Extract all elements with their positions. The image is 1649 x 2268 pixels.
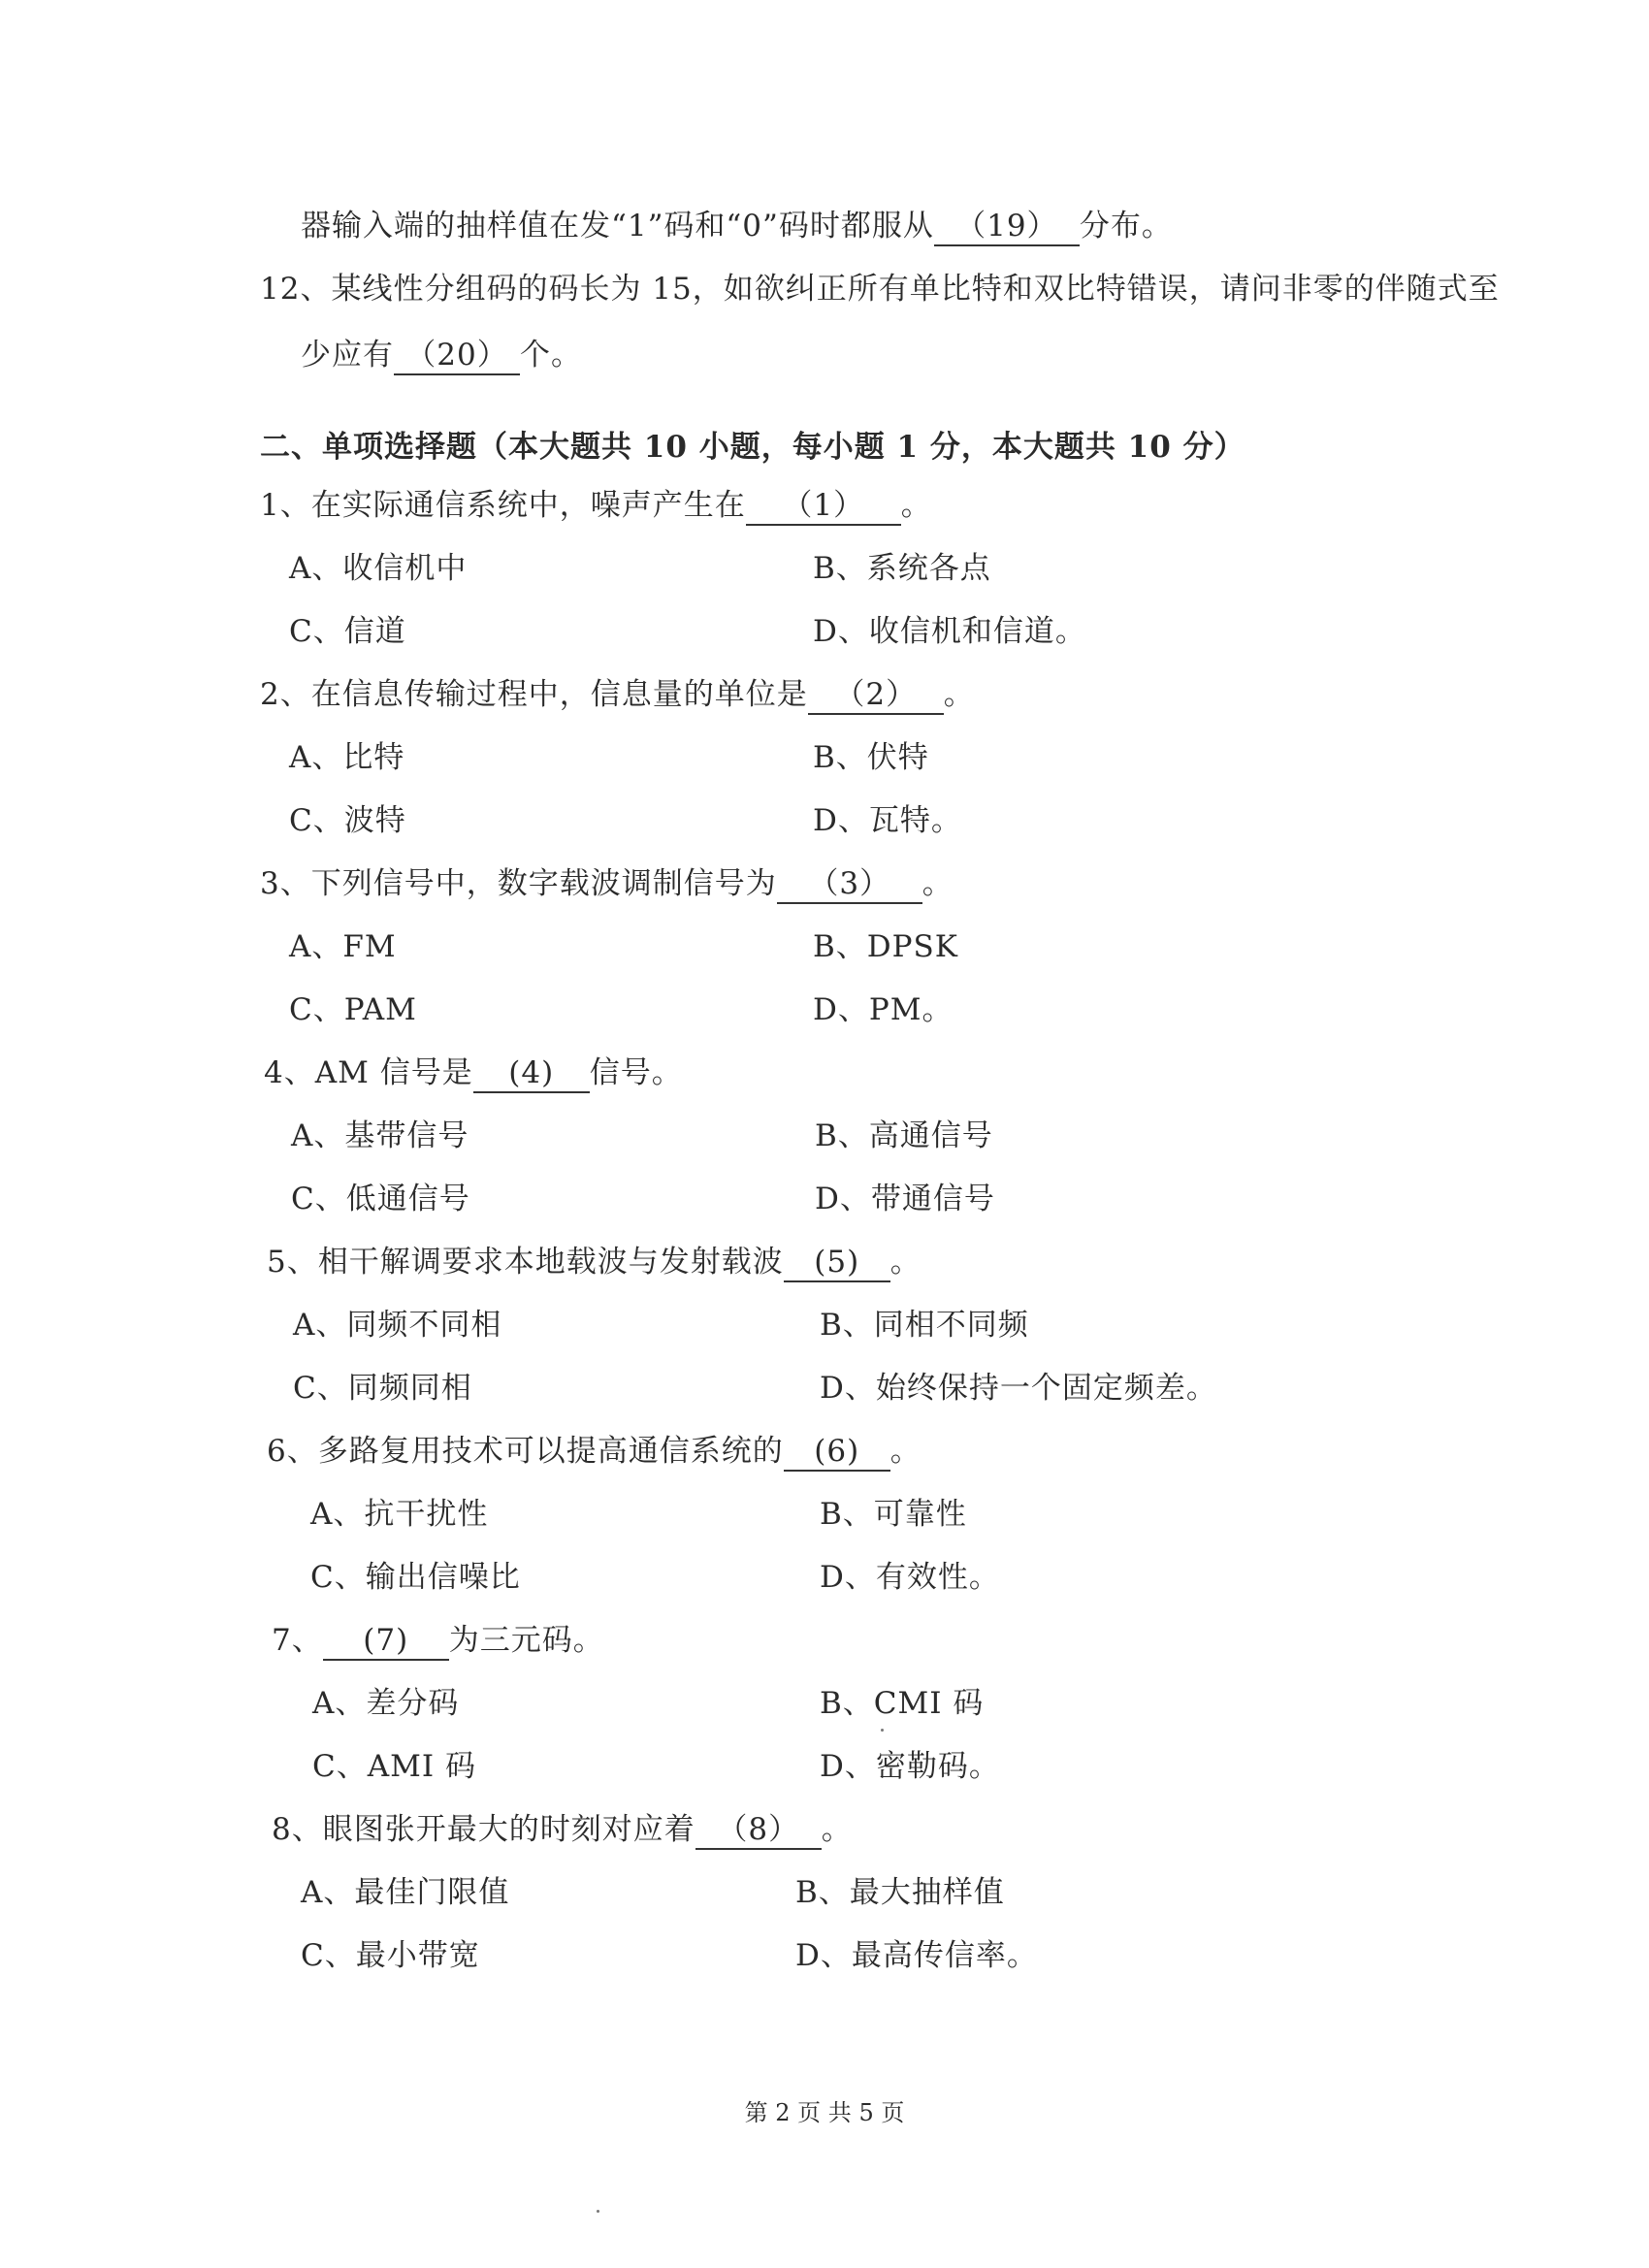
question-tail: 。: [889, 1245, 922, 1280]
section-title: 二、单项选择题（本大题共 10 小题，每小题 1 分，本大题共 10 分）: [260, 430, 1245, 465]
question-tail: 。: [889, 1434, 922, 1469]
option-d: D、带通信号: [815, 1182, 995, 1216]
q11-tail: 分布。: [1079, 209, 1173, 243]
option-d: D、瓦特。: [813, 803, 962, 838]
q12-line1: 12、某线性分组码的码长为 15，如欲纠正所有单比特和双比特错误，请问非零的伴随式至: [260, 272, 1500, 307]
question-tail: 。: [900, 488, 932, 523]
question-tail: 。: [943, 677, 975, 712]
option-a: A、差分码: [312, 1686, 460, 1721]
option-a: A、FM: [289, 929, 397, 964]
question-text: 3、下列信号中，数字载波调制信号为: [260, 866, 777, 901]
option-c: C、波特: [289, 803, 406, 838]
option-a: A、比特: [289, 740, 405, 775]
option-c: C、AMI 码: [312, 1749, 476, 1784]
option-d: D、收信机和信道。: [813, 614, 1086, 649]
question-tail: 为三元码。: [448, 1623, 604, 1658]
question-6: [267, 1426, 922, 1472]
option-a: A、同频不同相: [293, 1308, 502, 1343]
question-tail: 。: [922, 866, 954, 901]
option-b: B、最大抽样值: [795, 1875, 1005, 1910]
question-tail: 信号。: [589, 1055, 683, 1090]
answer-blank: (7): [323, 1624, 449, 1661]
option-d: D、始终保持一个固定频差。: [820, 1371, 1217, 1406]
scan-speck: [881, 1729, 884, 1732]
q12-text: 少应有: [301, 338, 394, 373]
q11-text: 器输入端的抽样值在发“1”码和“0”码时都服从: [301, 209, 934, 243]
option-b: B、DPSK: [813, 929, 958, 964]
option-d: D、最高传信率。: [795, 1938, 1038, 1973]
option-c: C、PAM: [289, 992, 417, 1027]
answer-blank: （1）: [746, 489, 901, 526]
blank-19: （19）: [934, 210, 1080, 246]
option-a: A、收信机中: [289, 551, 468, 586]
question-text: 6、多路复用技术可以提高通信系统的: [267, 1434, 784, 1469]
option-c: C、输出信噪比: [310, 1560, 521, 1595]
option-c: C、同频同相: [293, 1371, 472, 1406]
question-text: 7、: [272, 1623, 323, 1658]
question-1: [260, 480, 932, 526]
answer-blank: （8）: [695, 1813, 822, 1850]
option-a: A、抗干扰性: [310, 1497, 489, 1532]
answer-blank: （3）: [777, 867, 922, 904]
question-tail: 。: [821, 1812, 853, 1847]
question-7: [272, 1615, 604, 1661]
question-text: 1、在实际通信系统中，噪声产生在: [260, 488, 746, 523]
question-5: [267, 1237, 922, 1282]
option-d: D、密勒码。: [820, 1749, 1000, 1784]
option-b: B、CMI 码: [820, 1686, 985, 1721]
answer-blank: （2）: [808, 678, 944, 715]
option-b: B、伏特: [813, 740, 929, 775]
question-text: 5、相干解调要求本地载波与发射载波: [267, 1245, 784, 1280]
option-a: A、基带信号: [291, 1118, 469, 1153]
answer-blank: (6): [784, 1435, 890, 1472]
option-c: C、低通信号: [291, 1182, 470, 1216]
option-b: B、系统各点: [813, 551, 991, 586]
question-text: 4、AM 信号是: [264, 1055, 473, 1090]
question-text: 2、在信息传输过程中，信息量的单位是: [260, 677, 808, 712]
option-b: B、高通信号: [815, 1118, 993, 1153]
q12-line2: [301, 330, 582, 375]
option-b: B、可靠性: [820, 1497, 967, 1532]
option-d: D、PM。: [813, 992, 954, 1027]
question-3: [260, 859, 954, 904]
option-b: B、同相不同频: [820, 1308, 1029, 1343]
question-2: [260, 669, 975, 715]
blank-20: （20）: [394, 339, 520, 375]
option-c: C、信道: [289, 614, 406, 649]
option-c: C、最小带宽: [301, 1938, 480, 1973]
q11-continuation: [301, 201, 1173, 246]
option-d: D、有效性。: [820, 1560, 1000, 1595]
question-8: [272, 1804, 853, 1850]
question-4: [264, 1048, 683, 1093]
scan-speck: [597, 2210, 599, 2213]
q12-tail: 个。: [520, 338, 582, 373]
answer-blank: (5): [784, 1246, 890, 1282]
option-a: A、最佳门限值: [301, 1875, 510, 1910]
answer-blank: (4): [473, 1056, 590, 1093]
question-text: 8、眼图张开最大的时刻对应着: [272, 1812, 695, 1847]
page-number: 第 2 页 共 5 页: [744, 2099, 905, 2126]
